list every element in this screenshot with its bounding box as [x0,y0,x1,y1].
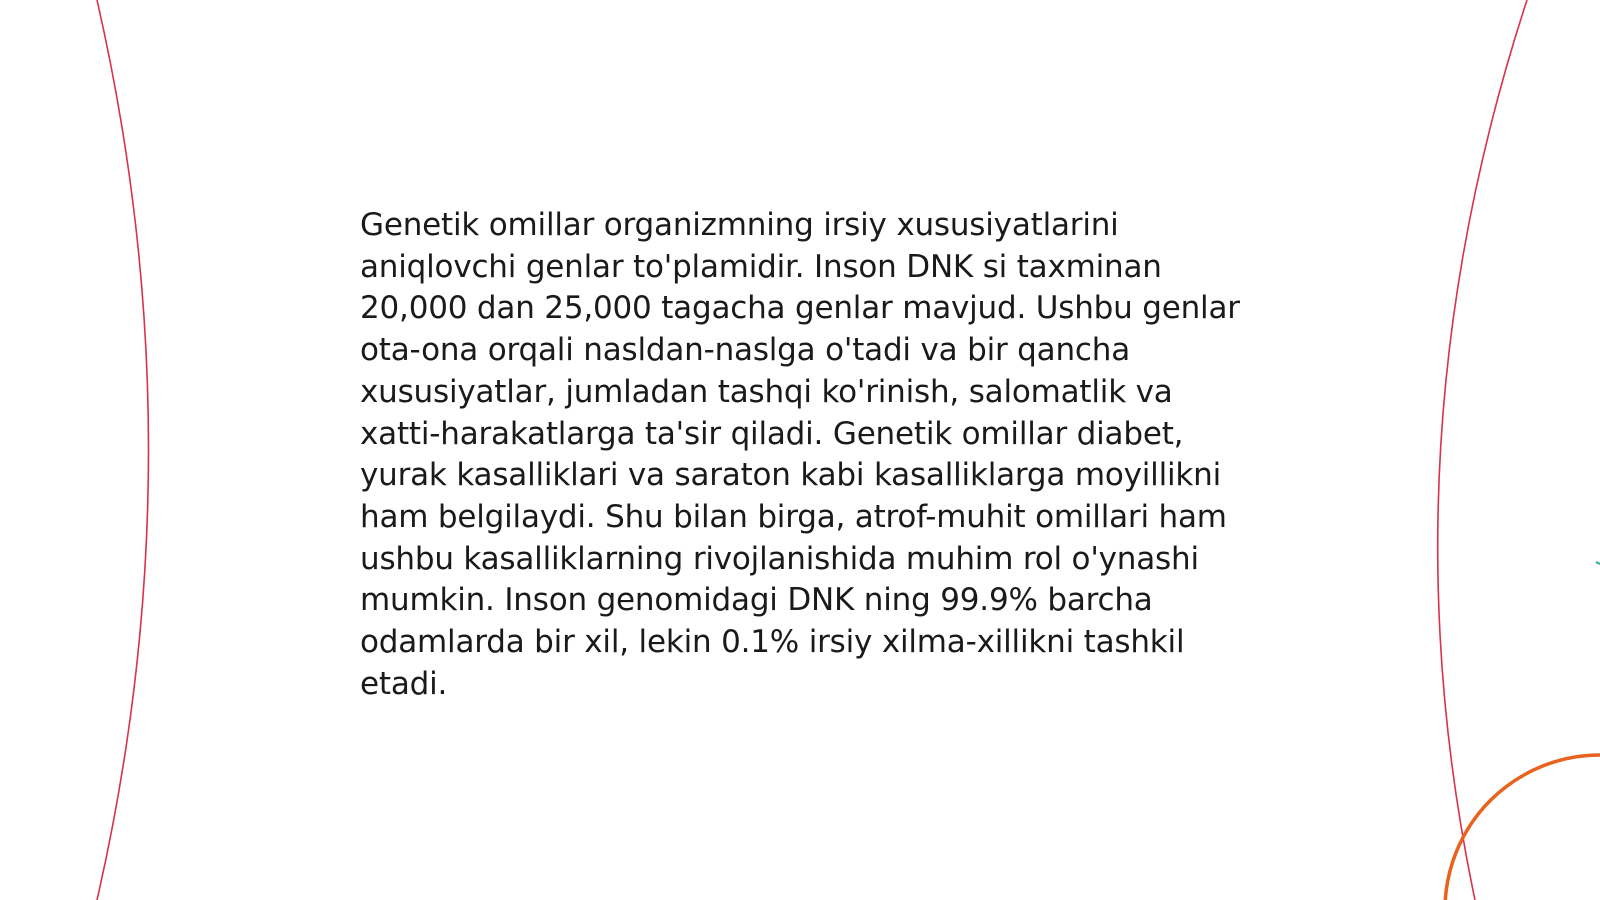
left-curve-line [97,0,149,900]
body-paragraph: Genetik omillar organizmning irsiy xususiyatlarini aniqlovchi genlar to'plamidir. Inson DNK si taxminan 20,000 dan 25,000 tagacha genlar mavjud. Ushbu genlar ota-ona orqali nasldan-naslga o'tadi va bir qancha xususiyatlar, jumladan tashqi ko'rinish, salomatlik va xatti-harakatlarga ta'sir qiladi. Genetik omillar diabet, yurak kasalliklari va saraton kabi kasalliklarga moyillikni ham belgilaydi. Shu bilan birga, atrof-muhit omillari ham ushbu kasalliklarning rivojlanishida muhim rol o'ynashi mumkin. Inson genomidagi DNK ning 99.9% barcha odamlarda bir xil, lekin 0.1% irsiy xilma-xillikni tashkil etadi. [360,207,1240,702]
right-curve-line [1438,0,1527,900]
orange-arc [1445,755,1600,900]
teal-mark [1596,562,1600,564]
